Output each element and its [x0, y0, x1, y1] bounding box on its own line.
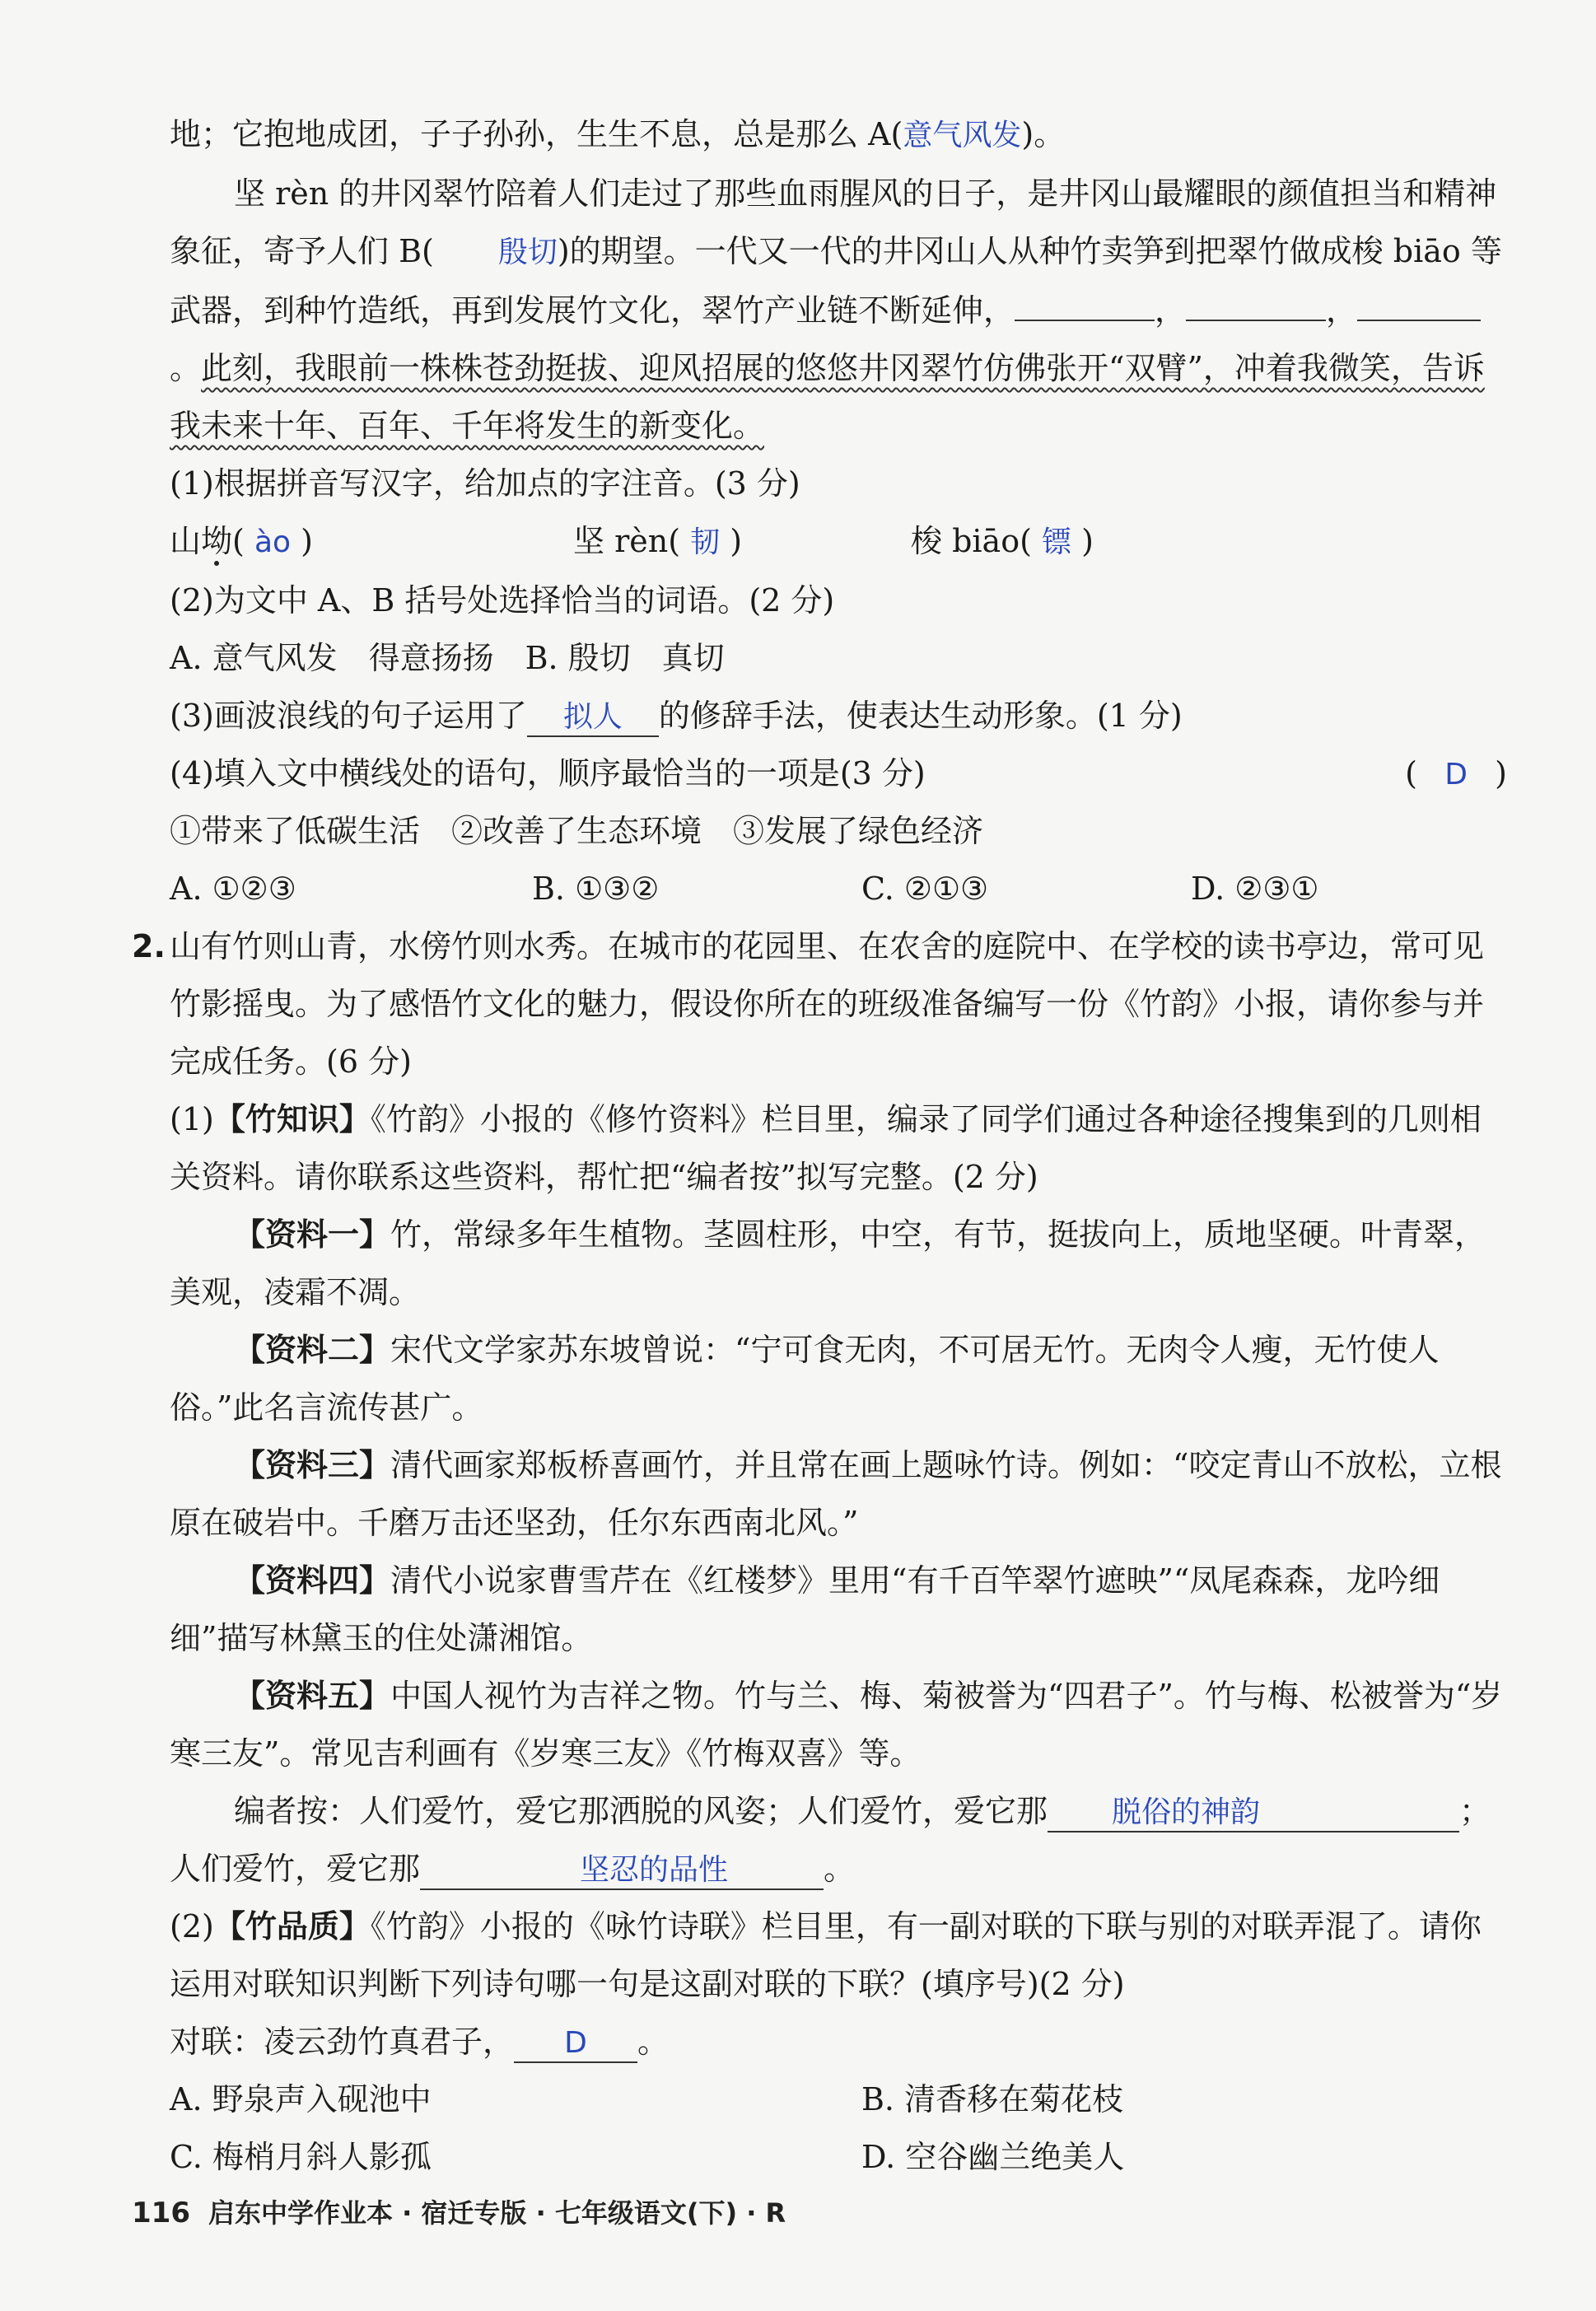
- couplet-option-c: C. 梅梢月斜人影孤: [170, 2139, 432, 2175]
- blank-1[interactable]: [1015, 320, 1155, 321]
- blank-3[interactable]: [1357, 320, 1481, 321]
- wavy-sentence: 此刻，我眼前一株株苍劲挺拔、迎风招展的悠悠井冈翠竹仿佛张开“双臂”，冲着我微笑，告诉我未来十年、百年、千年将发生的新变化。: [170, 350, 1485, 444]
- q1-sub4: (4)填入文中横线处的语句，顺序最恰当的一项是(3 分) ( D ): [170, 745, 1507, 802]
- q1-sub3: (3)画波浪线的句子运用了 拟人 的修辞手法，使表达生动形象。(1 分): [170, 687, 1507, 745]
- q2-sub2-options-row2: [170, 2128, 1507, 2186]
- page-content: [132, 105, 1507, 2186]
- answer-note-2: 坚忍的品性: [420, 1852, 824, 1890]
- answer-w2: 韧: [690, 525, 721, 559]
- q2-sub2: (2)【竹品质】《竹韵》小报的《咏竹诗联》栏目里，有一副对联的下联与别的对联弄混了。请你运用对联知识判断下列诗句哪一句是这副对联的下联？(填序号)(2 分): [170, 1907, 1482, 2002]
- answer-sub4-bracket: ( D ): [1405, 745, 1507, 804]
- answer-sub4: D: [1444, 758, 1468, 791]
- q1-sub2: (2)为文中 A、B 括号处选择恰当的词语。(2 分): [170, 582, 835, 619]
- answer-w3: 镖: [1042, 525, 1072, 559]
- tag-zhu-pinzhi: 【竹品质】: [213, 1907, 371, 1945]
- couplet-option-a: A. 野泉声入砚池中: [170, 2081, 432, 2117]
- option-d: D. ②③①: [1191, 871, 1319, 907]
- material-1: 【资料一】竹，常绿多年生植物。茎圆柱形，中空，有节，挺拔向上，质地坚硬。叶青翠，美观，凌霜不凋。: [170, 1216, 1486, 1310]
- page-footer: [132, 2192, 786, 2230]
- word-1: 山坳( ào ): [170, 523, 313, 559]
- answer-a: 意气风发: [903, 119, 1022, 152]
- material-5: 【资料五】中国人视竹为吉祥之物。竹与兰、梅、菊被誉为“四君子”。竹与梅、松被誉为“岁寒三友”。常见吉利画有《岁寒三友》《竹梅双喜》等。: [170, 1677, 1503, 1772]
- tag-zhu-zhishi: 【竹知识】: [213, 1100, 371, 1137]
- couplet-option-d: D. 空谷幽兰绝美人: [861, 2139, 1125, 2175]
- answer-sub3: 拟人: [527, 699, 659, 737]
- material-4: 【资料四】清代小说家曹雪芹在《红楼梦》里用“有千百竿翠竹遮映”“凤尾森森，龙吟细细”描写林黛玉的住处潇湘馆。: [170, 1562, 1440, 1656]
- blank-2[interactable]: [1186, 320, 1326, 321]
- dotted-char: 坳: [201, 523, 233, 559]
- editor-note: 编者按：人们爱竹，爱它那洒脱的风姿；人们爱竹，爱它那 脱俗的神韵 ；人们爱竹，爱它那 坚忍的品性 。: [170, 1782, 1507, 1898]
- couplet-line: 对联：凌云劲竹真君子， D 。: [170, 2013, 1507, 2071]
- material-2: 【资料二】宋代文学家苏东坡曾说：“宁可食无肉，不可居无竹。无肉令人瘦，无竹使人俗。”此名言流传甚广。: [170, 1331, 1440, 1426]
- question-number: 2.: [132, 928, 166, 964]
- material-3: 【资料三】清代画家郑板桥喜画竹，并且常在画上题咏竹诗。例如：“咬定青山不放松，立根原在破岩中。千磨万击还坚劲，任尔东西南北风。”: [170, 1446, 1502, 1541]
- q2-intro: 2. 山有竹则山青，水傍竹则水秀。在城市的花园里、在农舍的庭院中、在学校的读书亭边，常可见竹影摇曳。为了感悟竹文化的魅力，假设你所在的班级准备编写一份《竹韵》小报，请你参与并完成任务。(6 分): [170, 917, 1507, 1090]
- option-c: C. ②①③: [861, 871, 989, 907]
- word-2: 坚 rèn( 韧 ): [573, 523, 743, 559]
- q2-sub2-options-row1: [170, 2071, 1507, 2128]
- passage-line-1: 地；它抱地成团，子子孙孙，生生不息，总是那么 A(意气风发)。: [170, 116, 1066, 152]
- option-b: B. ①③②: [532, 871, 660, 907]
- book-title: 启东中学作业本 · 宿迁专版 · 七年级语文(下) · R: [208, 2197, 786, 2229]
- q1-sub1-words: [170, 512, 1507, 572]
- q2-sub1: (1)【竹知识】《竹韵》小报的《修竹资料》栏目里，编录了同学们通过各种途径搜集到的几则相关资料。请你联系这些资料，帮忙把“编者按”拟写完整。(2 分): [170, 1100, 1482, 1195]
- q1-sub4-items: ①带来了低碳生活 ②改善了生态环境 ③发展了绿色经济: [170, 813, 984, 849]
- passage-paragraph-2: 坚 rèn 的井冈翠竹陪着人们走过了那些血雨腥风的日子，是井冈山最耀眼的颜值担当和精神象征，寄予人们 B( 殷切)的期望。一代又一代的井冈山人从种竹卖笋到把翠竹做成梭 biāo 等武器，到种竹造纸，再到发展竹文化，翠竹产业链不断延伸， ， ，。此刻，我眼前一株株苍劲挺拔、迎风招展的悠悠井冈翠竹仿佛张开“双臂”，冲着我微笑，告诉我未来十年、百年、千年将发生的新变化。: [170, 175, 1502, 444]
- answer-couplet: D: [514, 2025, 637, 2063]
- q1-sub4-options: [170, 860, 1507, 917]
- q1-sub2-options: A. 意气风发 得意扬扬 B. 殷切 真切: [170, 640, 725, 676]
- answer-note-1: 脱俗的神韵: [1048, 1795, 1459, 1832]
- page-number: 116: [132, 2197, 190, 2229]
- option-a: A. ①②③: [170, 871, 296, 907]
- couplet-option-b: B. 清香移在菊花枝: [861, 2081, 1124, 2117]
- answer-b: 殷切: [497, 236, 558, 269]
- word-3: 梭 biāo( 镖 ): [911, 523, 1094, 559]
- answer-w1: ào: [254, 525, 292, 559]
- q1-sub1: (1)根据拼音写汉字，给加点的字注音。(3 分): [170, 465, 800, 502]
